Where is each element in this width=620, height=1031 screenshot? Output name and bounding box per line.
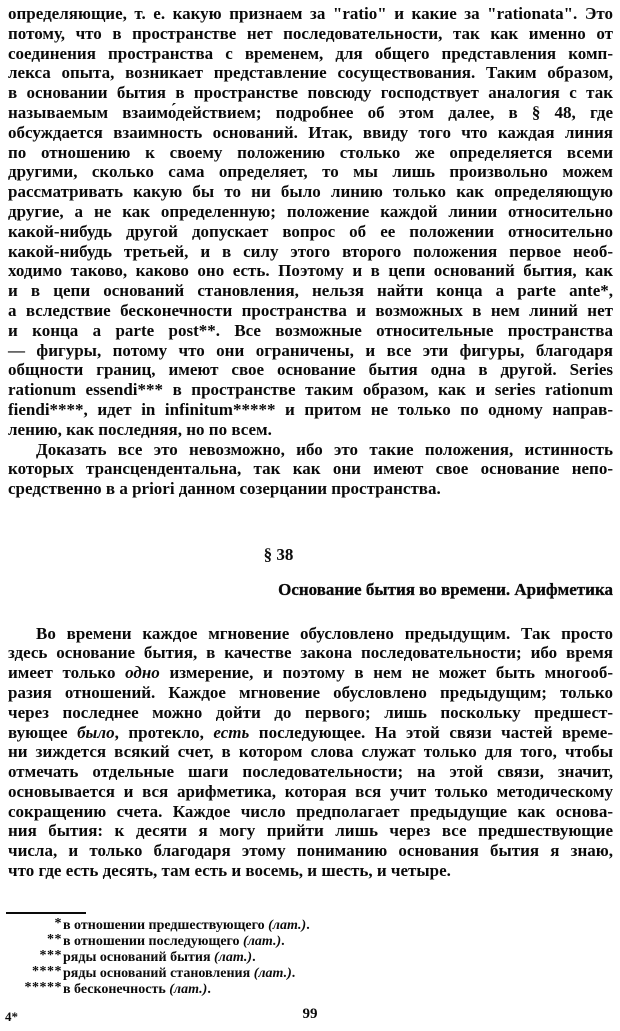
text-segment: .: [291, 966, 296, 981]
page-number: 99: [302, 1006, 318, 1022]
text-line: ния бытия: к десяти я могу прийти лишь через все предшествующие: [8, 821, 613, 841]
text-segment: в отношении последующего: [63, 934, 244, 949]
italic-text: (лат.): [243, 934, 282, 949]
text-line: Во времени каждое мгновение обусловлено предыдущим. Так просто: [36, 623, 613, 643]
footnote: [8, 918, 613, 934]
text-segment: ряды оснований бытия: [63, 950, 215, 965]
text-line: по отношению к своему положению столько же определяется всеми: [8, 142, 613, 162]
footnote-separator: [6, 912, 86, 914]
text-line: в основании бытия в пространстве повсюду господствует аналогия с так: [8, 83, 613, 103]
text-line: fiendi****, идет in infinitum***** и притом не только по одному направ-: [8, 399, 613, 419]
text-line: что где есть десять, там есть и восемь, и шесть, и четыре.: [8, 861, 451, 881]
text-line: основывается и вся арифметика, которая вся учит только методическому: [8, 781, 613, 801]
text-segment: .: [281, 934, 285, 949]
text-line: числа, и только благодаря этому пониманию основания бытия я знаю,: [8, 841, 613, 861]
italic-text: (лат.): [253, 966, 292, 981]
text-line: отмечать отдельные шаги последовательности; на этой связи, значит,: [8, 762, 613, 782]
footnote-marker: ***: [39, 948, 62, 963]
text-line: обсуждается взаимность оснований. Итак, ввиду того что каждая линия: [8, 122, 613, 142]
text-line: которых трансцендентальна, так как они имеют свое основание непо-: [8, 459, 613, 479]
text-line: лекса опыта, возникает представление сосуществования. Таким образом,: [8, 63, 613, 83]
footnote-marker: *****: [24, 980, 62, 995]
text-line: — фигуры, потому что они ограничены, и все эти фигуры, благодаря: [8, 340, 613, 360]
footnote-text: [62, 982, 211, 998]
text-line: какой-нибудь другой допускает вопрос об ее положении относительно: [8, 221, 613, 241]
section-number: § 38: [263, 544, 294, 564]
text-line: называемым взаимо́действием; подробнее об этом далее, в § 48, где: [8, 102, 613, 122]
text-segment: ряды оснований становления: [63, 966, 254, 981]
italic-text: одно: [125, 663, 160, 683]
footnote-text: [62, 918, 310, 934]
text-line: а вследствие бесконечности пространства и возможных в нем линий нет: [8, 300, 613, 320]
text-line: Доказать все это невозможно, ибо это такие положения, истинность: [36, 439, 613, 459]
footnote: [8, 934, 613, 950]
text-segment: в отношении предшествующего: [63, 918, 269, 933]
text-line: ни зиждется всякий счет, в котором слова служат только для того, чтобы: [8, 742, 613, 762]
text-line: какой-нибудь третьей, и в силу этого второго положения первое необ-: [8, 241, 613, 261]
text-line: здесь основание бытия, в качестве закона последовательности; ибо время: [8, 643, 613, 663]
text-segment: вующее: [8, 722, 78, 742]
text-segment: .: [306, 918, 310, 933]
signature-mark: 4*: [5, 1009, 18, 1024]
text-segment: имеет только: [8, 663, 126, 683]
footnote-marker: *: [54, 916, 62, 931]
text-segment: , протекло,: [114, 722, 214, 742]
italic-text: было: [77, 722, 115, 742]
italic-text: есть: [213, 722, 250, 742]
text-segment: измерение, и поэтому в нем не может быть многооб-: [159, 663, 613, 683]
text-line: ходимо таково, каково оно есть. Поэтому и в цепи оснований бытия, как: [8, 261, 613, 281]
text-line: другими, сколько сама определяет, то мы лишь произвольно можем: [8, 162, 613, 182]
section-title: Основание бытия во времени. Арифметика: [278, 579, 613, 599]
footnotes: [8, 918, 613, 998]
footnote-text: [62, 966, 295, 982]
footnote-marker: **: [47, 932, 62, 947]
italic-text: (лат.): [214, 950, 253, 965]
text-line: разия отношений. Каждое мгновение обусловлено предыдущим; только: [8, 682, 613, 702]
text-line: [8, 663, 613, 683]
text-block: [8, 4, 613, 881]
text-line: определяющие, т. е. какую признаем за "ratio" и какие за "rationata". Это: [8, 4, 613, 23]
footnote-text: [62, 950, 256, 966]
footnote: [8, 982, 613, 998]
italic-text: (лат.): [268, 918, 307, 933]
text-line: рассматривать какую бы то ни было линию только как определяющую: [8, 182, 613, 202]
paragraph: [8, 4, 613, 440]
footnote: [8, 950, 613, 966]
text-line: лению, как последняя, но по всем.: [8, 419, 272, 439]
text-line: потому, что в пространстве нет последовательности, так как именно от: [8, 23, 613, 43]
paragraph: [8, 440, 613, 499]
text-line: и в цепи оснований становления, нельзя найти конца a parte ante*,: [8, 281, 613, 301]
text-line: и конца a parte post**. Все возможные относительные пространства: [8, 320, 613, 340]
footnote-marker: ****: [32, 964, 62, 979]
text-line: общности границ, имеют свое основание бытия одна в другой. Series: [8, 360, 613, 380]
italic-text: (лат.): [169, 982, 208, 997]
page-footer: [0, 1006, 620, 1028]
paragraph: [8, 624, 613, 881]
text-line: rationum essendi*** в пространстве таким образом, как и series rationum: [8, 380, 613, 400]
text-line: другие, а не как определенную; положение каждой линии относительно: [8, 201, 613, 221]
text-segment: .: [252, 950, 256, 965]
text-segment: .: [207, 982, 211, 997]
text-line: через последнее можно дойти до первого; лишь поскольку предшест-: [8, 702, 613, 722]
text-segment: в бесконечность: [63, 982, 170, 997]
text-line: соединения пространства с временем, для общего представления комп-: [8, 43, 613, 63]
footnote-text: [62, 934, 285, 950]
text-segment: последующее. На этой связи частей време-: [249, 722, 613, 742]
footnote: [8, 966, 613, 982]
text-line: сокращению счета. Каждое число предполагает предыдущие как основа-: [8, 801, 613, 821]
text-line: [8, 723, 613, 743]
text-line: средственно в a priori данном созерцании пространства.: [8, 479, 441, 499]
